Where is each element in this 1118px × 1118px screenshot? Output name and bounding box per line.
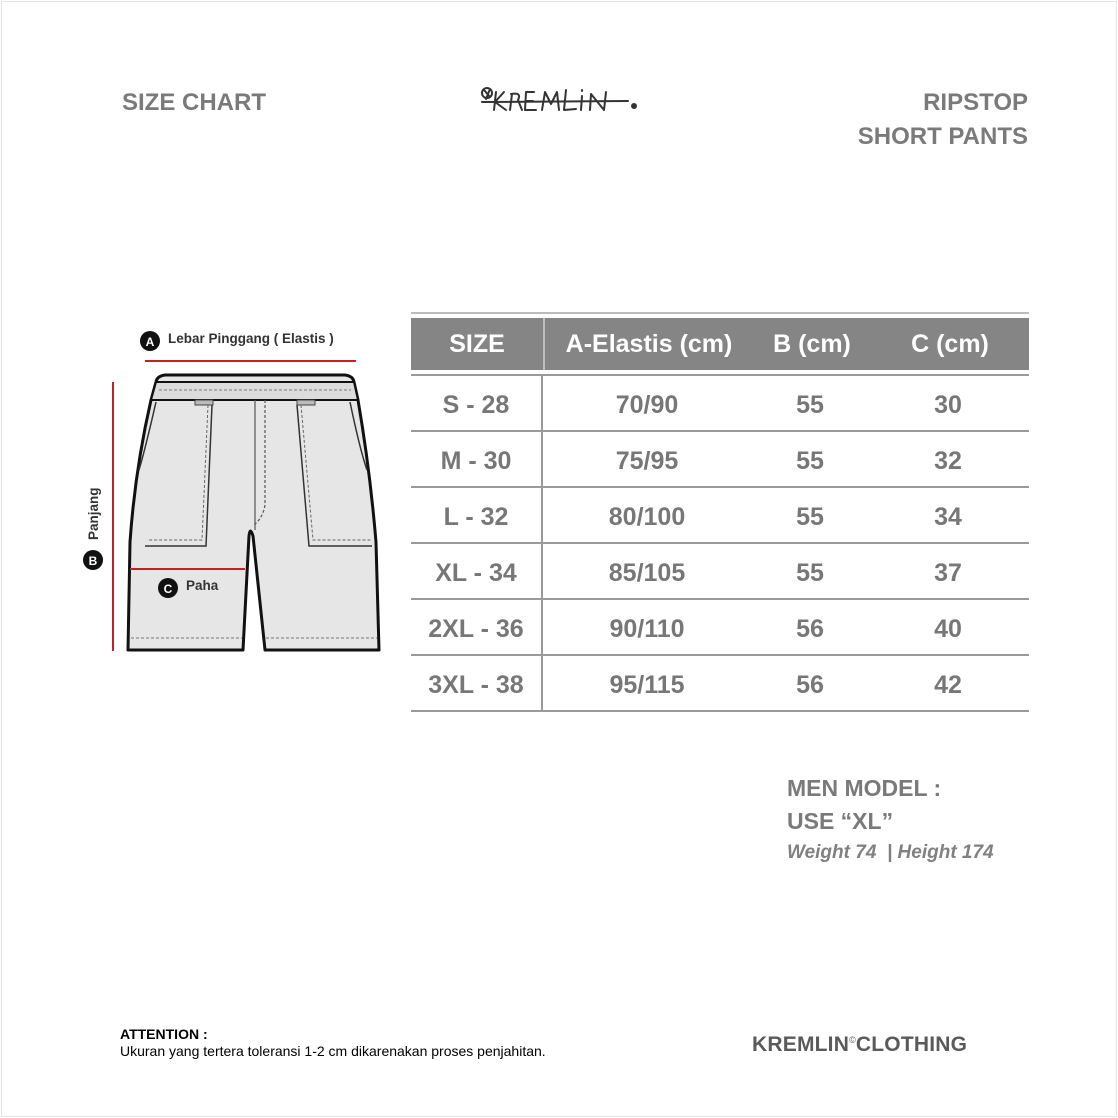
cell-size: L - 32 [411,488,543,542]
product-title-line1: RIPSTOP [923,89,1028,116]
brand-suffix: CLOTHING [855,1033,968,1056]
model-info [787,772,994,868]
model-meta: Weight 74 | Height 174 [787,842,994,863]
product-title-line2: SHORT PANTS [857,123,1028,150]
brand-footer [752,1033,967,1057]
table-row [411,432,1029,488]
cell-a: 90/110 [609,614,685,643]
cell-size: M - 30 [411,432,543,486]
header-size: SIZE [411,318,545,370]
label-c: C [163,582,173,596]
cell-b: 55 [796,502,824,531]
cell-size: 3XL - 38 [411,656,543,710]
label-a-text: Lebar Pinggang ( Elastis ) [168,331,334,346]
table-row [411,488,1029,544]
attention-note [120,1026,546,1060]
cell-c: 30 [934,390,962,419]
header-c: C (cm) [911,329,989,358]
cell-a: 80/100 [608,502,686,531]
size-table [411,312,1029,712]
cell-a: 85/105 [608,558,686,587]
table-top-rule [411,312,1029,314]
label-b-text: Panjang [86,487,101,540]
label-c-text: Paha [186,578,219,593]
label-a: A [145,335,155,349]
attention-title: ATTENTION : [120,1026,208,1042]
cell-a: 75/95 [615,446,679,475]
cell-b: 55 [796,446,824,475]
header-b: B (cm) [773,329,851,358]
model-line1: MEN MODEL : [787,775,942,801]
shorts-diagram [75,320,395,665]
product-title [858,86,1028,154]
brand-name: KREMLIN [752,1033,850,1056]
cell-a: 95/115 [609,670,685,699]
cell-size: XL - 34 [411,544,543,598]
cell-size: 2XL - 36 [411,600,543,654]
header-a-elastis: A-Elastis (cm) [565,329,733,358]
cell-a: 70/90 [615,390,679,419]
brand-logo [478,82,640,123]
cell-c: 34 [934,502,962,531]
signature-logo-icon [478,82,640,118]
copyright-icon: © [849,1035,856,1045]
model-line2: USE “XL” [787,808,894,834]
cell-c: 42 [934,670,962,699]
cell-b: 56 [796,614,824,643]
cell-c: 32 [934,446,962,475]
table-row [411,544,1029,600]
cell-c: 40 [934,614,962,643]
cell-c: 37 [934,558,962,587]
table-row [411,656,1029,712]
table-row [411,376,1029,432]
attention-text: Ukuran yang tertera toleransi 1-2 cm dikarenakan proses penjahitan. [120,1043,546,1059]
label-b: B [88,554,98,568]
cell-size: S - 28 [411,376,543,430]
cell-b: 55 [796,558,824,587]
table-row [411,600,1029,656]
cell-b: 56 [796,670,824,699]
shorts-illustration [75,320,395,660]
table-header [411,318,1029,370]
size-chart-title: SIZE CHART [122,89,266,116]
cell-b: 55 [796,390,824,419]
